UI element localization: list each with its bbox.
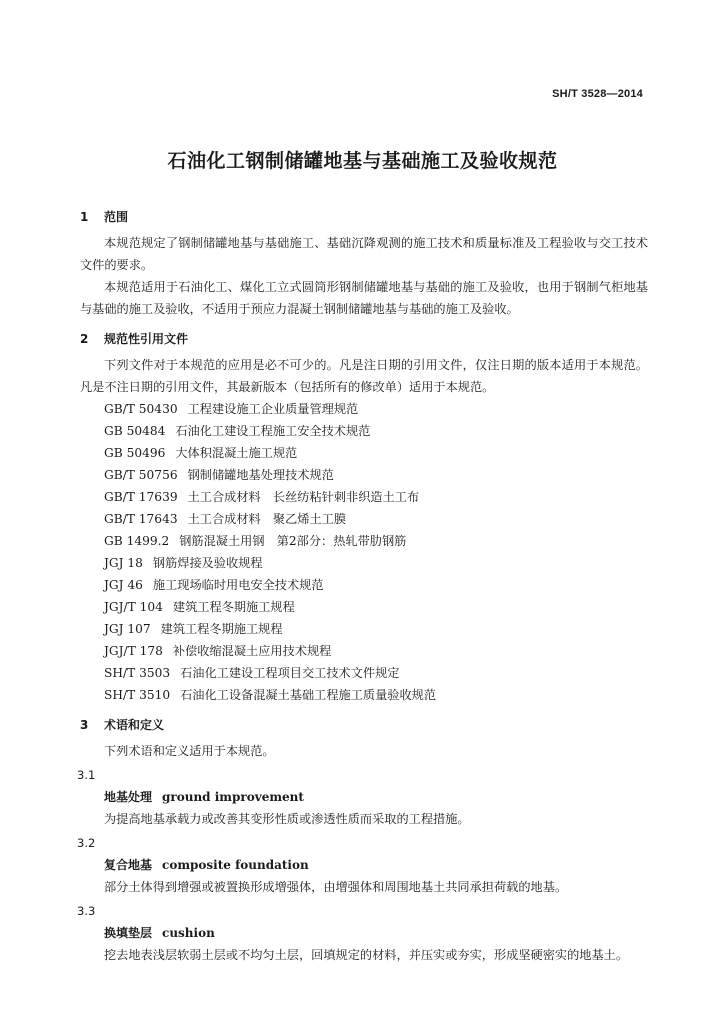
term-number: 3.3	[77, 904, 96, 918]
reference-item	[80, 442, 648, 464]
reference-item	[80, 530, 648, 552]
term-entry	[77, 900, 648, 966]
section-1-number: 1	[80, 210, 89, 224]
reference-code: JGJ 46	[104, 578, 143, 592]
reference-name: 大体积混凝土施工规范	[175, 446, 298, 460]
reference-name: 工程建设施工企业质量管理规范	[187, 402, 359, 416]
term-number: 3.1	[77, 768, 96, 782]
reference-code: JGJ 107	[104, 622, 151, 636]
term-heading	[80, 922, 648, 944]
reference-item	[80, 398, 648, 420]
section-3-heading	[80, 714, 648, 736]
reference-name: 土工合成材料 聚乙烯土工膜	[187, 512, 347, 526]
term-heading	[80, 854, 648, 876]
term-english: cushion	[162, 926, 215, 940]
reference-item	[80, 618, 648, 640]
reference-name: 建筑工程冬期施工规程	[172, 600, 295, 614]
reference-code: GB 50484	[104, 424, 166, 438]
reference-name: 钢筋混凝土用钢 第2部分：热轧带肋钢筋	[179, 534, 407, 548]
reference-name: 石油化工建设工程项目交工技术文件规定	[180, 666, 400, 680]
reference-code: GB/T 17639	[104, 490, 178, 504]
document-title: 石油化工钢制储罐地基与基础施工及验收规范	[167, 150, 558, 172]
document-body	[77, 200, 648, 966]
reference-item	[80, 464, 648, 486]
reference-name: 钢制储罐地基处理技术规范	[187, 468, 334, 482]
section-2-intro: 下列文件对于本规范的应用是必不可少的。凡是注日期的引用文件，仅注日期的版本适用于本规范。凡是不注日期的引用文件，其最新版本（包括所有的修改单）适用于本规范。	[80, 358, 648, 394]
reference-code: GB/T 50430	[104, 402, 178, 416]
reference-item	[80, 574, 648, 596]
reference-name: 施工现场临时用电安全技术规范	[152, 578, 324, 592]
section-2-heading	[80, 328, 648, 350]
reference-item	[80, 552, 648, 574]
reference-item	[80, 596, 648, 618]
reference-code: JGJ/T 104	[104, 600, 163, 614]
reference-item	[80, 640, 648, 662]
term-english: ground improvement	[162, 790, 304, 804]
reference-code: SH/T 3510	[104, 688, 171, 702]
reference-name: 建筑工程冬期施工规程	[160, 622, 283, 636]
reference-name: 补偿收缩混凝土应用技术规程	[172, 644, 332, 658]
standard-code: SH/T 3528—2014	[552, 88, 643, 100]
reference-code: GB/T 17643	[104, 512, 178, 526]
section-1-paragraph-1: 本规范规定了钢制储罐地基与基础施工、基础沉降观测的施工技术和质量标准及工程验收与交工技术文件的要求。	[80, 236, 648, 272]
term-definition: 为提高地基承载力或改善其变形性质或渗透性质而采取的工程措施。	[104, 812, 470, 826]
term-definition: 部分土体得到增强或被置换形成增强体，由增强体和周围地基土共同承担荷载的地基。	[104, 880, 568, 894]
reference-code: GB 1499.2	[104, 534, 170, 548]
section-1-title: 范围	[104, 210, 129, 224]
section-2-number: 2	[80, 332, 89, 346]
term-entry	[77, 764, 648, 830]
reference-item	[80, 486, 648, 508]
section-1-heading	[80, 206, 648, 228]
reference-code: JGJ 18	[104, 556, 143, 570]
reference-item	[80, 420, 648, 442]
term-number: 3.2	[77, 836, 96, 850]
section-3-number: 3	[80, 718, 89, 732]
term-heading	[80, 786, 648, 808]
reference-code: GB 50496	[104, 446, 166, 460]
reference-name: 土工合成材料 长丝纺粘针刺非织造土工布	[187, 490, 420, 504]
term-definition: 挖去地表浅层软弱土层或不均匀土层，回填规定的材料，并压实或夯实，形成坚硬密实的地基土。	[104, 948, 629, 962]
section-3-title: 术语和定义	[104, 718, 165, 732]
term-chinese: 复合地基	[104, 858, 153, 872]
reference-list	[80, 398, 648, 706]
reference-item	[80, 684, 648, 706]
term-entry	[77, 832, 648, 898]
term-english: composite foundation	[162, 858, 309, 872]
section-3-intro: 下列术语和定义适用于本规范。	[104, 744, 275, 758]
reference-code: GB/T 50756	[104, 468, 178, 482]
section-1-paragraph-2: 本规范适用于石油化工、煤化工立式圆筒形钢制储罐地基与基础的施工及验收，也用于钢制气柜地基与基础的施工及验收，不适用于预应力混凝土钢制储罐地基与基础的施工及验收。	[80, 280, 648, 316]
reference-item	[80, 662, 648, 684]
reference-name: 石油化工建设工程施工安全技术规范	[175, 424, 371, 438]
reference-name: 钢筋焊接及验收规程	[152, 556, 263, 570]
reference-item	[80, 508, 648, 530]
reference-code: SH/T 3503	[104, 666, 171, 680]
term-chinese: 地基处理	[104, 790, 153, 804]
term-chinese: 换填垫层	[104, 926, 153, 940]
section-2-title: 规范性引用文件	[104, 332, 189, 346]
reference-code: JGJ/T 178	[104, 644, 163, 658]
reference-name: 石油化工设备混凝土基础工程施工质量验收规范	[180, 688, 437, 702]
